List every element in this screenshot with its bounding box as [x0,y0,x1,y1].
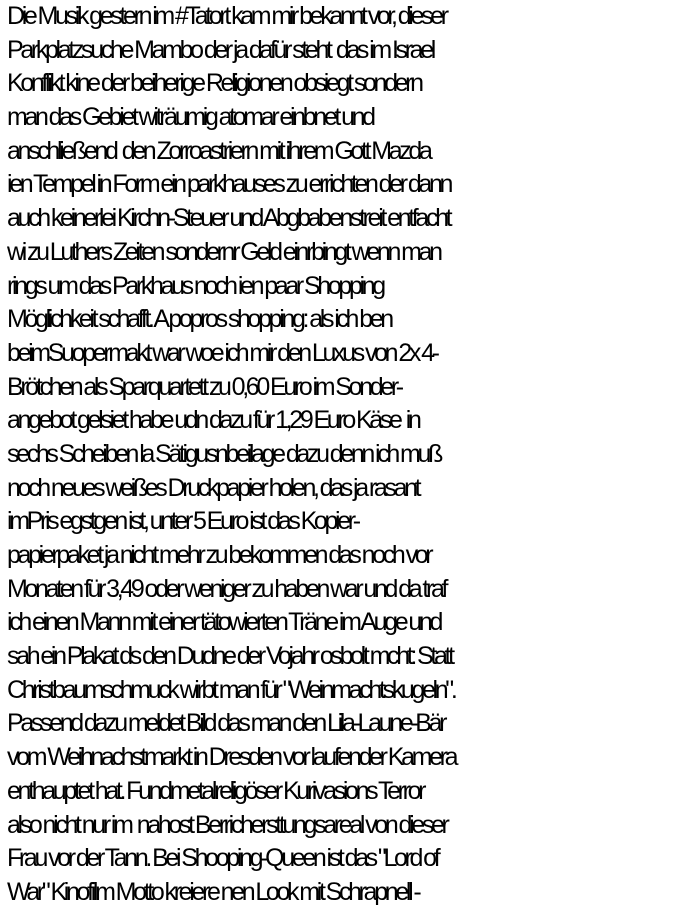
text-line: Monaten für 3,49 oder weniger zu haben war und da traf [7,574,446,603]
text-line: sechs Scheiben la Sätigusnbeilage dazu denn ich muß [7,439,440,468]
text-line: sah ein Plakat ds den Dudne der Vojahr osbolt mcht: Statt [7,642,452,671]
text-line: Parkplatzsuche Mambo der ja dafür steht das im Israel [7,35,433,64]
text-line: ien Tempel in Form ein parkhauses zu errichten der dann [7,170,451,199]
text-line: Passend dazu meldet Bild das man den Lila-Laune-Bär [7,709,445,738]
text-line: enthauptet hat. Fundmetalreligöser Kurivasions Terror [7,776,424,805]
text-line: anschließend den Zorroastriern mit ihrem Gott Mazda [7,136,430,165]
text-line: man das Gebiet witräumig atomar einbnet und [7,103,373,132]
text-line: also nicht nur im nahost Berrichersttungsareal von dieser [7,810,447,839]
text-line: papierpaket ja nicht mehr zu bekommen das noch vor [7,541,431,569]
text-line: ich einen Mann mit einer tätowierten Träne im Auge und [7,608,441,637]
text-line: Brötchen als Sparquartett zu 0,60 Euro im Sonder- [7,372,401,401]
text-line: imPris egstgen ist, unter 5 Euro ist das Kopier- [7,507,358,536]
text-line: Möglichkeit schafft. A popros shopping: als ich ben [7,305,391,334]
text-line: rings um das Parkhaus noch ien paar Shopping [7,271,383,300]
text-line: auch keinerlei Kirchn-Steuer und Abgbabenstreit entfacht [7,204,450,233]
text-line: angebot gelsiet habe udn dazu für 1,29 Euro Käse in [7,406,419,435]
text-line: noch neues weißes Druckpapier holen, das ja rasant [7,473,419,502]
text-line: wi zu Luthers Zeiten sondernr Geld einrbingt wenn man [7,237,440,266]
text-line: beimSuopermakt war woe ich mir den Luxus von 2x 4- [7,338,437,367]
text-line: vom Weihnachstmarkt in Dresden vor laufender Kamera [7,743,456,772]
text-line: War" Kinofilm Motto kreiere nen Look mit Schrapnell - [7,877,419,906]
text-line: Frau vor der Tann. Bei Shooping-Queen ist das "Lord of [7,844,438,873]
text-line: Konflikt kine der beiherige Religionen obsiegt sondern [7,69,421,98]
text-line: Christbaumschmuck wirbt man für "Weinmachtskugeln". [7,675,455,704]
text-line: Die Musik gestern im #Tatort kam mir bekannt vor, dieser [7,2,446,30]
